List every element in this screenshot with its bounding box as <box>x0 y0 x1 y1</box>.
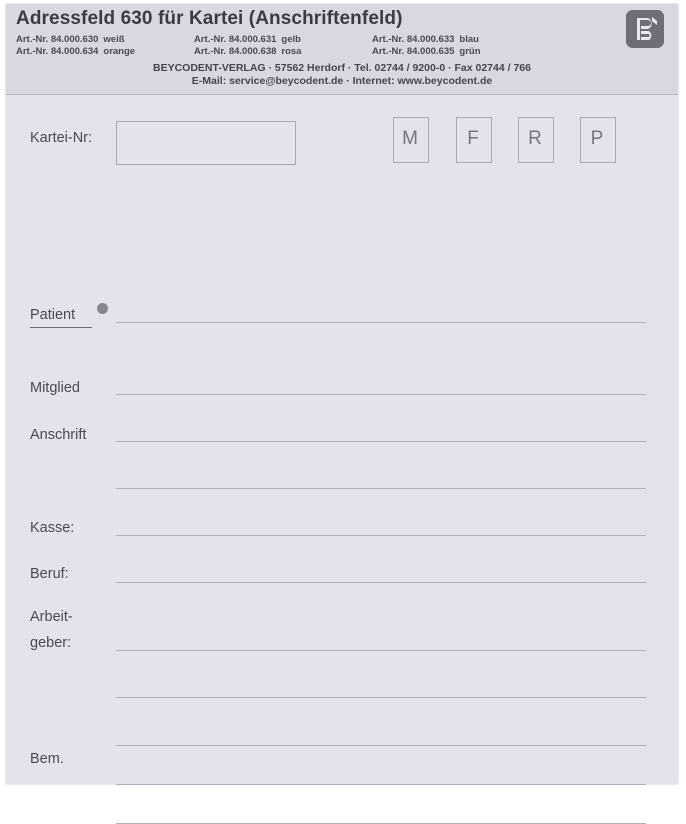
field-input-arbeitgeber-2[interactable] <box>116 697 646 698</box>
field-label-kasse: Kasse: <box>30 520 75 536</box>
article-code: Art.-Nr. 84.000.630 <box>16 34 99 45</box>
field-label-mitglied: Mitglied <box>30 380 80 396</box>
article-row <box>16 46 576 58</box>
field-input-bemerkung-1[interactable] <box>116 745 646 746</box>
article-color: gelb <box>281 34 301 45</box>
article-cell <box>194 34 372 46</box>
article-code: Art.-Nr. 84.000.631 <box>194 34 277 45</box>
article-code: Art.-Nr. 84.000.635 <box>372 45 455 57</box>
form-header <box>6 4 678 95</box>
article-cell <box>16 34 194 46</box>
publisher-info <box>6 62 678 87</box>
field-label-arbeitgeber-2: geber: <box>30 635 72 651</box>
page-title: Adressfeld 630 für Kartei (Anschriftenfeld) <box>16 8 403 29</box>
field-input-kasse[interactable] <box>116 535 646 536</box>
field-input-beruf[interactable] <box>116 582 646 583</box>
article-code: Art.-Nr. 84.000.633 <box>372 34 455 45</box>
patient-marker-dot <box>97 303 108 314</box>
field-input-bemerkung-2[interactable] <box>116 784 646 785</box>
form-body <box>6 95 678 784</box>
checkbox-r-label: R <box>528 128 542 149</box>
article-cell <box>372 46 552 58</box>
publisher-line-1: BEYCODENT-VERLAG · 57562 Herdorf · Tel. 02744 / 9200-0 · Fax 02744 / 766 <box>153 62 531 74</box>
kartei-nr-input[interactable] <box>116 121 296 165</box>
kartei-nr-label: Kartei-Nr: <box>30 130 93 146</box>
article-color: orange <box>103 45 136 57</box>
checkbox-f-label: F <box>467 128 479 149</box>
article-color: rosa <box>281 45 302 57</box>
article-row <box>16 34 576 46</box>
field-label-anschrift: Anschrift <box>30 427 87 443</box>
field-input-mitglied[interactable] <box>116 394 646 395</box>
article-color: weiß <box>103 34 125 45</box>
publisher-line-2: E-Mail: service@beycodent.de · Internet: www.beycodent.de <box>191 75 493 87</box>
article-color: grün <box>459 45 481 57</box>
field-input-patient[interactable] <box>116 322 646 323</box>
article-cell <box>372 34 552 46</box>
checkbox-m-label: M <box>402 128 418 149</box>
article-color: blau <box>459 34 479 45</box>
article-number-grid <box>16 34 576 57</box>
field-label-arbeitgeber-1: Arbeit- <box>30 609 73 625</box>
article-code: Art.-Nr. 84.000.634 <box>16 45 99 57</box>
article-cell <box>194 46 372 58</box>
field-input-anschrift-2[interactable] <box>116 488 646 489</box>
field-label-patient: Patient <box>30 307 76 323</box>
field-input-anschrift-1[interactable] <box>116 441 646 442</box>
field-label-bemerkung: Bem. <box>30 751 64 767</box>
article-cell <box>16 46 194 58</box>
field-label-beruf: Beruf: <box>30 566 69 582</box>
form-sheet <box>6 4 678 784</box>
beycodent-logo-icon <box>626 10 664 48</box>
checkbox-p-label: P <box>590 128 604 149</box>
patient-label-underline <box>30 327 92 328</box>
field-input-arbeitgeber-1[interactable] <box>116 650 646 651</box>
article-code: Art.-Nr. 84.000.638 <box>194 45 277 57</box>
